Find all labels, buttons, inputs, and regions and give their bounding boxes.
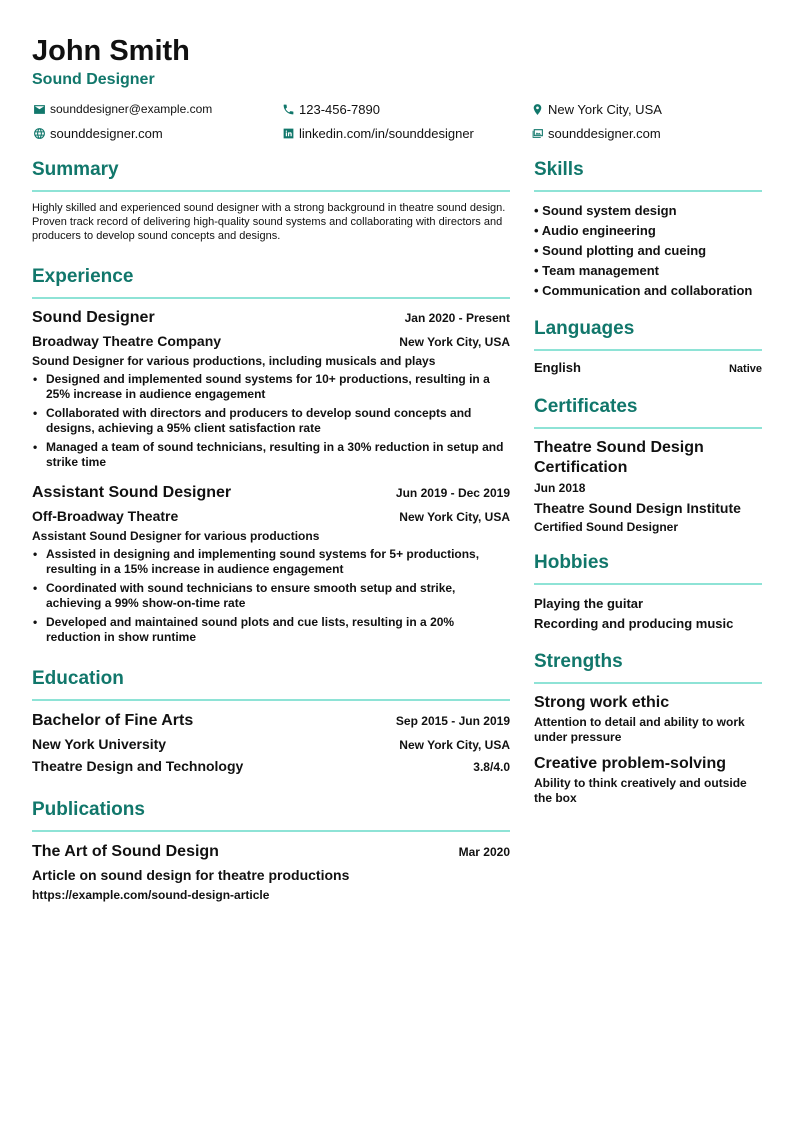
email-icon [32, 102, 46, 116]
certificates-section [534, 395, 762, 535]
job-bullets [32, 547, 510, 645]
contact-email[interactable] [32, 100, 281, 118]
contact-email-text: sounddesigner@example.com [50, 102, 213, 116]
skill-item: • Team management [534, 261, 762, 281]
publication-title: The Art of Sound Design [32, 843, 219, 860]
language-item [534, 360, 762, 375]
contact-portfolio-text: sounddesigner.com [548, 125, 661, 141]
job-date: Jun 2019 - Dec 2019 [395, 486, 510, 500]
summary-text: Highly skilled and experienced sound designer with a strong background in theatre sound design. Proven track record of delivering high-quality sound systems and collaborating with directors and producers to develop sound concepts and designs. [32, 202, 506, 242]
contact-info [32, 100, 762, 142]
publications-section [32, 798, 510, 903]
main-column [32, 158, 510, 903]
portfolio-icon [530, 126, 544, 140]
education-location: New York City, USA [399, 738, 510, 752]
job-bullet: • Designed and implemented sound systems for 10+ productions, resulting in a 25% increase in audience engagement [32, 372, 510, 402]
job-company: Broadway Theatre Company [32, 333, 222, 349]
strength-title: Creative problem-solving [534, 755, 727, 772]
contact-linkedin-text: linkedin.com/in/sounddesigner [299, 125, 474, 141]
linkedin-icon [281, 126, 295, 140]
globe-icon [32, 126, 46, 140]
job-entry [32, 308, 510, 470]
skill-item: • Sound system design [534, 201, 762, 221]
languages-heading: Languages [534, 317, 762, 351]
hobbies-heading: Hobbies [534, 551, 762, 585]
phone-icon [281, 102, 295, 116]
location-pin-icon [530, 102, 544, 116]
skill-item: • Audio engineering [534, 221, 762, 241]
job-entry [32, 483, 510, 645]
certificates-heading: Certificates [534, 395, 762, 429]
job-bullet: • Coordinated with sound technicians to ensure smooth setup and strike, achieving a 99% show-on-time rate [32, 581, 510, 611]
candidate-title: Sound Designer [32, 71, 155, 88]
hobbies-list [534, 594, 762, 634]
languages-section [534, 317, 762, 375]
strength-title: Strong work ethic [534, 694, 670, 711]
job-bullet: • Collaborated with directors and producers to develop sound concepts and designs, achieving a 95% client satisfaction rate [32, 406, 510, 436]
education-degree: Bachelor of Fine Arts [32, 712, 194, 729]
experience-heading: Experience [32, 265, 510, 299]
summary-section [32, 158, 510, 243]
publication-link[interactable]: https://example.com/sound-design-article [32, 888, 270, 902]
job-bullet: • Managed a team of sound technicians, resulting in a 30% reduction in setup and strike time [32, 440, 510, 470]
hobbies-section [534, 551, 762, 634]
contact-location [530, 100, 762, 118]
strength-description: Attention to detail and ability to work under pressure [534, 715, 745, 744]
certificate-date: Jun 2018 [534, 481, 586, 495]
publication-description: Article on sound design for theatre productions [32, 867, 350, 883]
sidebar-column [534, 158, 762, 806]
job-location: New York City, USA [399, 510, 510, 524]
education-field: Theatre Design and Technology [32, 758, 244, 774]
certificate-name: Theatre Sound Design Certification [534, 439, 704, 476]
contact-location-text: New York City, USA [548, 101, 662, 117]
publications-heading: Publications [32, 798, 510, 832]
job-description: Assistant Sound Designer for various productions [32, 529, 320, 543]
strengths-heading: Strengths [534, 650, 762, 684]
contact-portfolio[interactable] [530, 124, 762, 142]
job-bullets [32, 372, 510, 470]
language-name: English [534, 360, 581, 375]
summary-heading: Summary [32, 158, 510, 192]
contact-phone-text: 123-456-7890 [299, 101, 380, 117]
resume-page [32, 34, 762, 902]
hobby-item: Playing the guitar [534, 596, 644, 611]
job-title: Assistant Sound Designer [32, 484, 232, 501]
contact-website[interactable] [32, 124, 281, 142]
certificate-issuer: Theatre Sound Design Institute [534, 500, 741, 516]
job-company: Off-Broadway Theatre [32, 508, 179, 524]
skill-item: • Communication and collaboration [534, 281, 762, 301]
job-bullet: • Assisted in designing and implementing sound systems for 5+ productions, resulting in a 15% increase in audience engagement [32, 547, 510, 577]
hobby-item: Recording and producing music [534, 616, 734, 631]
education-section [32, 667, 510, 776]
candidate-name: John Smith [32, 35, 190, 67]
strength-description: Ability to think creatively and outside the box [534, 776, 747, 805]
strengths-section [534, 650, 762, 806]
job-location: New York City, USA [399, 335, 510, 349]
contact-website-text: sounddesigner.com [50, 125, 163, 141]
education-date: Sep 2015 - Jun 2019 [395, 714, 510, 728]
strength-item [534, 693, 762, 745]
job-description: Sound Designer for various productions, including musicals and plays [32, 354, 436, 368]
education-heading: Education [32, 667, 510, 701]
job-date: Jan 2020 - Present [404, 311, 510, 325]
contact-phone[interactable] [281, 100, 530, 118]
skills-section [534, 158, 762, 301]
contact-linkedin[interactable] [281, 124, 530, 142]
education-gpa: 3.8/4.0 [473, 760, 510, 774]
experience-section [32, 265, 510, 645]
skills-list [534, 201, 762, 301]
skill-item: • Sound plotting and cueing [534, 241, 762, 261]
publication-date: Mar 2020 [458, 845, 510, 859]
strength-item [534, 754, 762, 806]
job-bullet: • Developed and maintained sound plots and cue lists, resulting in a 20% reduction in show runtime [32, 615, 510, 645]
language-level: Native [728, 363, 762, 375]
job-title: Sound Designer [32, 309, 155, 326]
education-school: New York University [32, 736, 167, 752]
skills-heading: Skills [534, 158, 762, 192]
certificate-subtitle: Certified Sound Designer [534, 520, 679, 534]
